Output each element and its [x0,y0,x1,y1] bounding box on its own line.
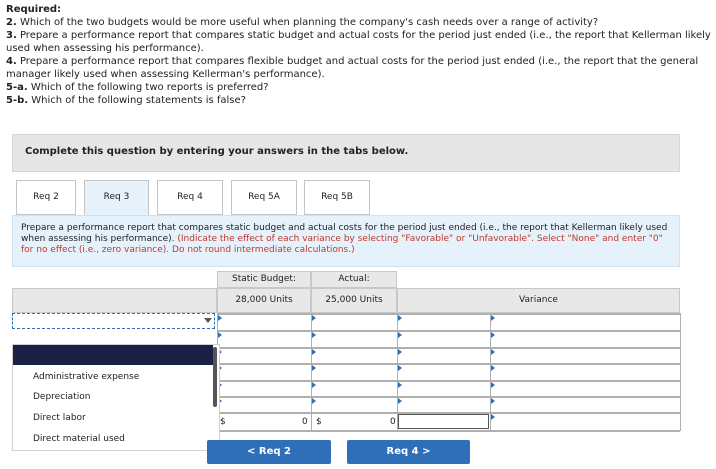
question-instruction: (Indicate the effect of each variance by selecting "Favorable" or "Unfavorable". Select "None" and enter "0" for no effect (i.e., zero variance). Do not round intermediate calculations.) [21,234,663,255]
next-req-button[interactable]: Req 4 > [347,440,470,464]
total-variance-select[interactable] [491,414,679,429]
select-variance-row-1[interactable] [491,315,679,329]
dropdown-option[interactable]: Administrative expense [33,372,140,382]
input-actual-row-5[interactable] [312,382,396,396]
input-variance-row-1[interactable] [398,315,489,329]
required-item-3: 3. Prepare a performance report that compares static budget and actual costs for the period just ended (i.e., the report that Kellerman likely used when assessing his performance). [6,30,711,54]
question-panel [12,215,680,267]
select-variance-row-6[interactable] [491,398,679,412]
required-heading: Required: [6,4,62,15]
prev-req-button[interactable]: < Req 2 [207,440,331,464]
select-variance-row-4[interactable] [491,365,679,379]
total-static-dollar: $ [220,417,226,427]
total-actual-value: 0 [390,417,396,427]
input-variance-row-5[interactable] [398,382,489,396]
complete-banner-text: Complete this question by entering your answers in the tabs below. [25,146,409,157]
input-actual-row-3[interactable] [312,349,396,363]
tab-req-5b[interactable]: Req 5B [304,180,370,215]
total-static-value: 0 [302,417,308,427]
input-actual-row-1[interactable] [312,315,396,329]
col-header-actual: Actual: [311,271,397,288]
total-actual-dollar: $ [316,417,322,427]
col-header-blank [12,288,217,313]
tab-req-5a[interactable]: Req 5A [231,180,297,215]
col-header-static: Static Budget: [217,271,311,288]
required-item-5b: 5-b. Which of the following statements is false? [6,95,246,106]
question-text: Prepare a performance report that compares static budget and actual costs for the period just ended (i.e., the report that Kellerman likely used when assessing his performance). [21,223,668,244]
account-select[interactable] [12,313,215,329]
required-item-5a: 5-a. Which of the following two reports is preferred? [6,82,269,93]
input-static-row-2[interactable] [218,332,310,346]
required-item-4: 4. Prepare a performance report that compares flexible budget and actual costs for the period just ended (i.e., the report that the general manager likely used when assessing Kellerman's performance). [6,56,699,80]
chevron-down-icon [204,318,212,323]
input-static-row-6[interactable] [218,398,310,412]
dropdown-option-blank-selected[interactable] [13,345,213,365]
tab-req-3[interactable]: Req 3 [84,180,149,218]
input-actual-row-2[interactable] [312,332,396,346]
input-variance-row-3[interactable] [398,349,489,363]
tab-bar [16,180,664,215]
dropdown-option[interactable]: Direct labor [33,413,86,423]
required-section [6,3,712,107]
col-subheader-static: 28,000 Units [217,288,311,313]
tab-req-2[interactable]: Req 2 [16,180,76,215]
select-variance-row-5[interactable] [491,382,679,396]
select-variance-row-3[interactable] [491,349,679,363]
tab-req-4[interactable]: Req 4 [157,180,223,215]
dropdown-scrollbar[interactable] [213,347,217,407]
input-static-row-3[interactable] [218,349,310,363]
input-static-row-1[interactable] [218,315,310,329]
dropdown-option[interactable]: Depreciation [33,392,91,402]
input-static-row-4[interactable] [218,365,310,379]
required-item-2: 2. Which of the two budgets would be more useful when planning the company's cash needs over a range of activity? [6,17,599,28]
dropdown-option[interactable]: Direct material used [33,434,125,444]
select-variance-row-2[interactable] [491,332,679,346]
account-dropdown-list [12,344,220,451]
input-static-row-5[interactable] [218,382,310,396]
input-actual-row-4[interactable] [312,365,396,379]
input-variance-row-4[interactable] [398,365,489,379]
col-subheader-actual: 25,000 Units [311,288,397,313]
input-variance-row-6[interactable] [398,398,489,412]
col-header-variance: Variance [397,288,680,313]
input-actual-row-6[interactable] [312,398,396,412]
total-variance-cell [398,414,489,429]
complete-banner [12,134,680,172]
input-variance-row-2[interactable] [398,332,489,346]
